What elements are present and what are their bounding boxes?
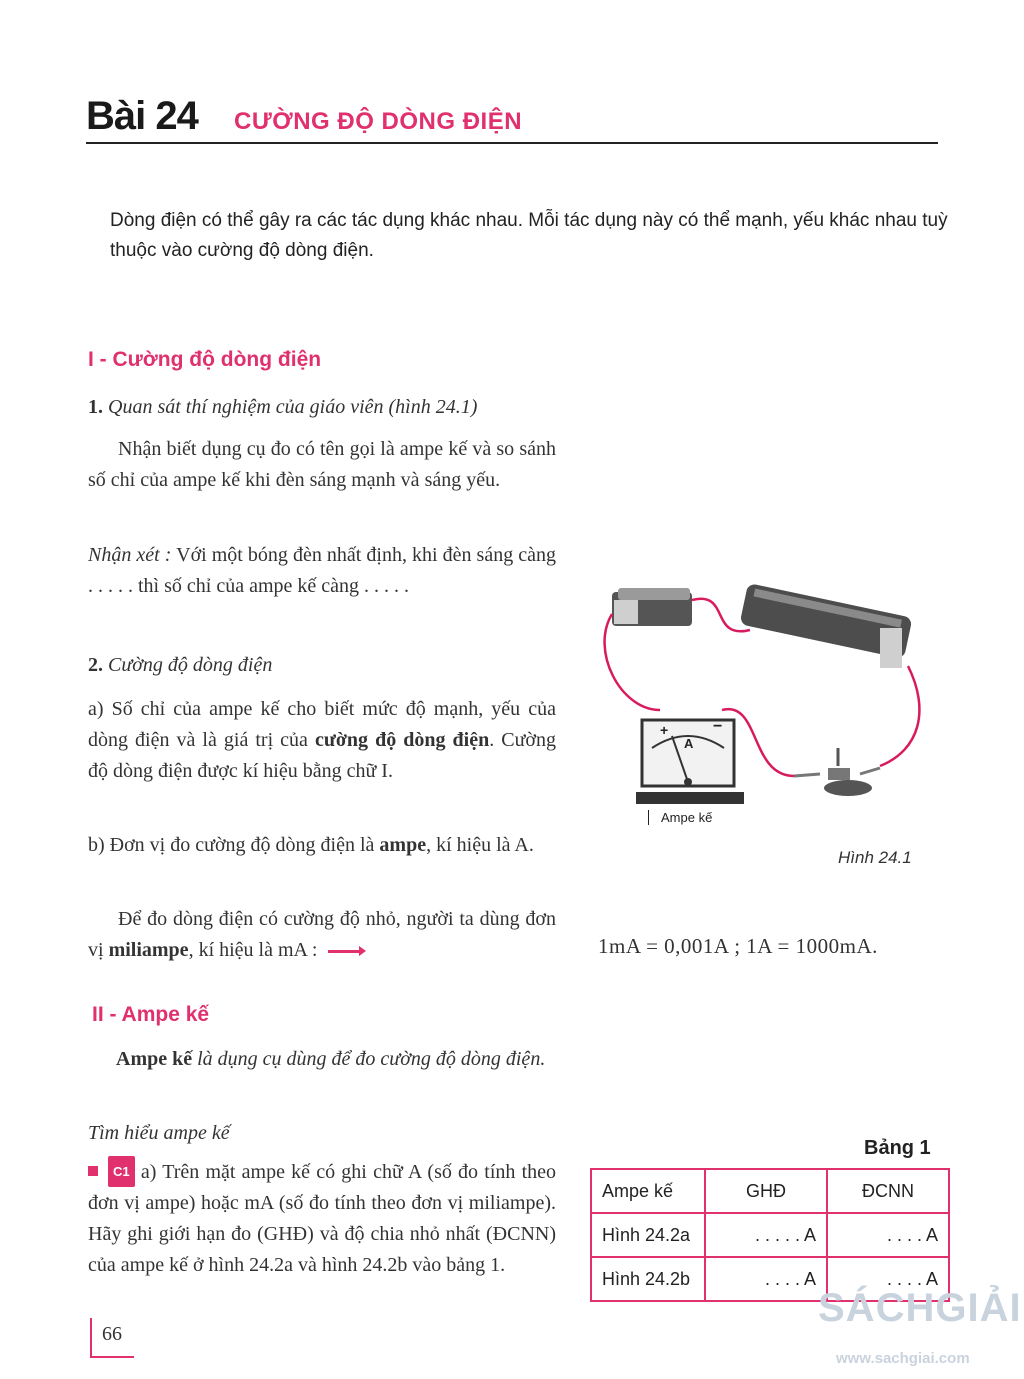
table-1 xyxy=(590,1168,950,1302)
paragraph-b-tail: , kí hiệu là A. xyxy=(426,834,534,856)
item-2-number: 2. xyxy=(88,654,103,676)
paragraph-c-bold: miliampe xyxy=(108,939,189,961)
figure-caption: Hình 24.1 xyxy=(838,848,912,867)
table-row xyxy=(591,1213,949,1257)
watermark-brand: SÁCHGIẢI xyxy=(818,1286,1022,1330)
arrow-icon xyxy=(328,950,360,953)
remark-text: Với một bóng đèn nhất định, khi đèn sáng càng . . . . . thì số chỉ của ampe kế càng . . . . . xyxy=(88,544,557,597)
c1-text: a) Trên mặt ampe kế có ghi chữ A (số đo tính theo đơn vị ampe) hoặc mA (số đo tính theo đơn vị miliampe). Hãy ghi giới hạn đo (GHĐ) và độ chia nhỏ nhất (ĐCNN) của ampe kế ở hình 24.2a và hình 24.2b vào bảng 1. xyxy=(88,1161,557,1276)
paragraph-a-bold: cường độ dòng điện xyxy=(314,729,490,751)
unit-formula: 1mA = 0,001A ; 1A = 1000mA. xyxy=(598,934,878,958)
table-cell: . . . . A xyxy=(827,1213,949,1257)
item-1-title xyxy=(88,392,556,423)
ammeter-definition-text: là dụng cụ dùng để đo cường độ dòng điện. xyxy=(197,1048,546,1070)
page-number: 66 xyxy=(102,1323,122,1345)
table-header-cell: Ampe kế xyxy=(591,1169,705,1213)
paragraph-a-tail: . Cường độ dòng điện được kí hiệu bằng chữ I. xyxy=(88,729,556,782)
paragraph-a xyxy=(88,694,556,787)
paragraph-c-tail: , kí hiệu là mA : xyxy=(188,939,318,961)
table-header-row xyxy=(591,1169,949,1213)
rheostat-icon xyxy=(739,583,912,668)
ammeter-definition xyxy=(88,1044,556,1075)
section-2-heading: II - Ampe kế xyxy=(92,1003,210,1026)
lesson-number: Bài 24 xyxy=(86,94,198,138)
item-1-number: 1. xyxy=(88,396,103,418)
paragraph-b-text: b) Đơn vị đo cường độ dòng điện là xyxy=(88,834,375,856)
table-cell: . . . . . A xyxy=(705,1213,827,1257)
lesson-title: CƯỜNG ĐỘ DÒNG ĐIỆN xyxy=(234,108,523,135)
ammeter-plus: + xyxy=(660,722,669,738)
ammeter-subheading: Tìm hiểu ampe kế xyxy=(88,1122,230,1144)
table-cell: . . . . A xyxy=(705,1257,827,1301)
battery-icon xyxy=(612,588,692,626)
ammeter-label: Ampe kế xyxy=(648,810,712,825)
table-header-cell: GHĐ xyxy=(705,1169,827,1213)
paragraph-c xyxy=(88,904,556,966)
figure-24-1-circuit xyxy=(590,570,940,840)
table-caption: Bảng 1 xyxy=(864,1137,931,1159)
bullet-icon xyxy=(88,1166,98,1176)
ammeter-letter: A xyxy=(684,736,694,751)
ammeter-icon xyxy=(636,720,744,804)
c1-question xyxy=(88,1156,556,1281)
paragraph-b-bold: ampe xyxy=(379,834,427,856)
section-1-heading: I - Cường độ dòng điện xyxy=(88,348,322,371)
table-cell: Hình 24.2a xyxy=(591,1213,705,1257)
watermark-url[interactable]: www.sachgiai.com xyxy=(836,1350,970,1367)
remark-paragraph xyxy=(88,540,556,602)
item-2-title xyxy=(88,650,556,681)
ammeter-minus: − xyxy=(713,718,723,735)
c1-badge: C1 xyxy=(108,1156,135,1187)
item-2-text: Cường độ dòng điện xyxy=(108,654,273,676)
title-divider xyxy=(86,142,938,144)
remark-label: Nhận xét : xyxy=(88,544,172,566)
paragraph-a-text: a) Số chỉ của ampe kế cho biết mức độ mạnh, yếu của dòng điện và là giá trị của xyxy=(88,698,556,751)
ammeter-definition-bold: Ampe kế xyxy=(116,1048,193,1070)
paragraph-observe: Nhận biết dụng cụ đo có tên gọi là ampe kế và so sánh số chỉ của ampe kế khi đèn sáng mạnh và sáng yếu. xyxy=(88,438,556,491)
item-1-text: Quan sát thí nghiệm của giáo viên (hình 24.1) xyxy=(108,396,478,418)
table-cell: Hình 24.2b xyxy=(591,1257,705,1301)
intro-paragraph: Dòng điện có thể gây ra các tác dụng khác nhau. Mỗi tác dụng này có thể mạnh, yếu khác nhau tuỳ thuộc vào cường độ dòng điện. xyxy=(110,210,948,261)
table-cell: . . . . A xyxy=(827,1257,949,1301)
table-header-cell: ĐCNN xyxy=(827,1169,949,1213)
paragraph-b xyxy=(88,830,556,861)
paragraph-c-text: Để đo dòng điện có cường độ nhỏ, người ta dùng đơn vị xyxy=(88,908,556,961)
